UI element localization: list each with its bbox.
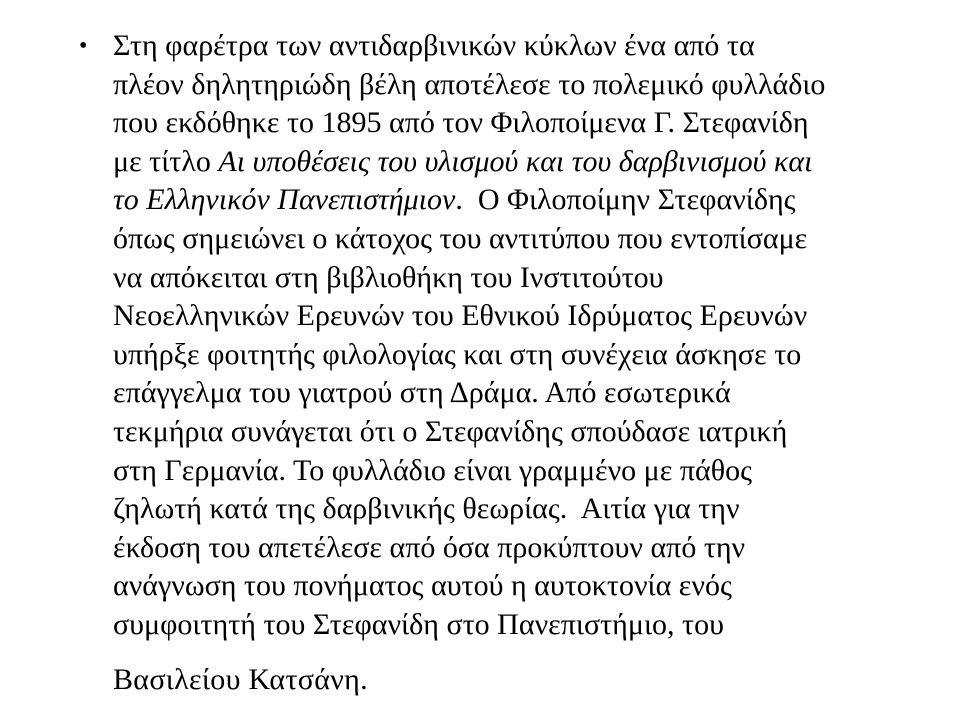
text-line-final bbox=[113, 661, 368, 700]
book-title-italic: το Ελληνικόν Πανεπιστήμιον bbox=[113, 183, 456, 217]
text-line bbox=[113, 336, 943, 375]
text-line bbox=[113, 259, 943, 298]
text-segment: πλέον δηλητηριώδη βέλη αποτέλεσε το πολεμικό φυλλάδιο bbox=[113, 67, 826, 101]
text-line bbox=[113, 606, 943, 645]
text-line bbox=[113, 104, 943, 143]
text-segment: ανάγνωση του πονήματος αυτού η αυτοκτονία ενός bbox=[113, 569, 732, 603]
text-line bbox=[113, 220, 943, 259]
text-segment: Νεοελληνικών Ερευνών του Εθνικού Ιδρύματος Ερευνών bbox=[113, 299, 808, 333]
text-line bbox=[113, 297, 943, 336]
text-segment: τεκμήρια συνάγεται ότι ο Στεφανίδης σπούδασε ιατρική bbox=[113, 414, 788, 448]
text-segment: ζηλωτή κατά της δαρβινικής θεωρίας. Αιτία για την bbox=[113, 492, 740, 526]
text-segment: όπως σημειώνει ο κάτοχος του αντιτύπου που εντοπίσαμε bbox=[113, 221, 808, 255]
text-line bbox=[113, 374, 943, 413]
text-line bbox=[113, 567, 943, 606]
text-segment: στη Γερμανία. Το φυλλάδιο είναι γραμμένο με πάθος bbox=[113, 453, 752, 487]
text-line bbox=[113, 529, 943, 568]
bullet-paragraph bbox=[113, 27, 943, 645]
text-line bbox=[113, 143, 943, 182]
text-segment: Στη φαρέτρα των αντιδαρβινικών κύκλων ένα από τα bbox=[113, 29, 755, 62]
text-line bbox=[113, 27, 943, 66]
text-line bbox=[113, 490, 943, 529]
text-segment: συμφοιτητή του Στεφανίδη στο Πανεπιστήμιο, του bbox=[113, 607, 724, 641]
book-title-italic: Αι υποθέσεις του υλισμού και του δαρβινισμού και bbox=[218, 144, 813, 178]
text-line bbox=[113, 181, 943, 220]
text-line bbox=[113, 413, 943, 452]
text-line bbox=[113, 66, 943, 105]
text-segment: επάγγελμα του γιατρού στη Δράμα. Από εσωτερικά bbox=[113, 376, 731, 410]
text-segment: υπήρξε φοιτητής φιλολογίας και στη συνέχεια άσκησε το bbox=[113, 337, 802, 371]
text-line bbox=[113, 452, 943, 491]
text-segment: . Ο Φιλοποίμην Στεφανίδης bbox=[455, 183, 796, 217]
text-segment: να απόκειται στη βιβλιοθήκη του Ινστιτούτου bbox=[113, 260, 664, 294]
text-segment: με τίτλο bbox=[113, 144, 219, 178]
text-segment: που εκδόθηκε το 1895 από τον Φιλοποίμενα Γ. Στεφανίδη bbox=[113, 106, 809, 140]
bullet-point: • bbox=[79, 33, 88, 59]
text-segment: Βασιλείου Κατσάνη. bbox=[113, 663, 368, 696]
text-segment: έκδοση του απετέλεσε από όσα προκύπτουν από την bbox=[113, 530, 746, 564]
